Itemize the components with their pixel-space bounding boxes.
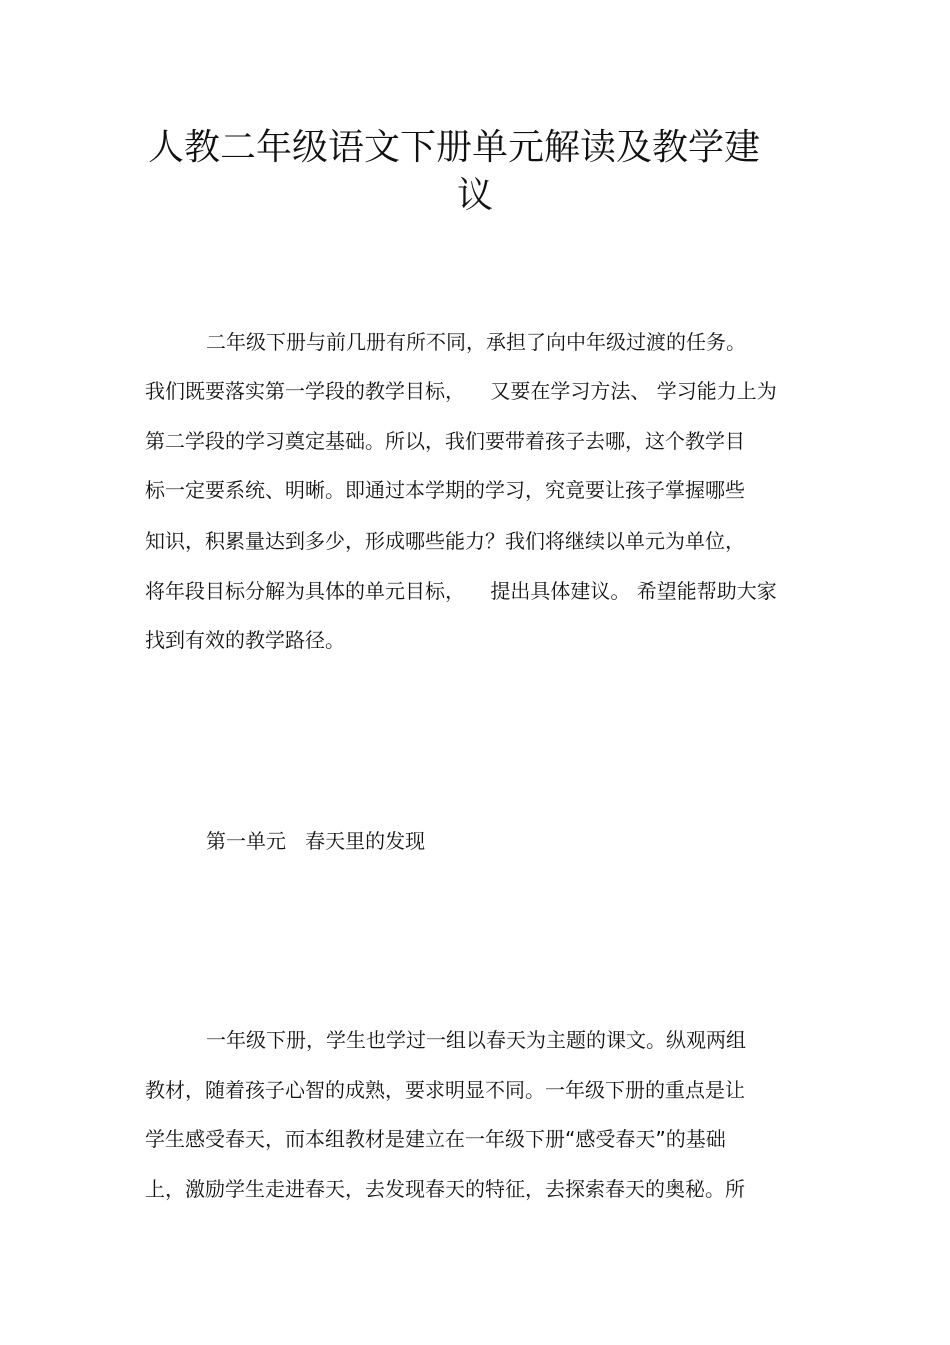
intro-paragraph-line: 我们既要落实第一学段的教学目标， 又要在学习方法、 学习能力上为: [145, 379, 777, 403]
intro-paragraph-line: 找到有效的教学路径。: [145, 628, 345, 652]
document-title-line-1: 人教二年级语文下册单元解读及教学建: [148, 127, 761, 168]
unit1-paragraph-line: 一年级下册，学生也学过一组以春天为主题的课文。纵观两组: [206, 1028, 746, 1052]
intro-paragraph-line: 知识，积累量达到多少，形成哪些能力？我们将继续以单元为单位，: [145, 529, 745, 553]
document-title-line-2: 议: [457, 175, 494, 216]
section-heading: 第一单元 春天里的发现: [206, 829, 426, 853]
intro-paragraph-line: 第二学段的学习奠定基础。所以，我们要带着孩子去哪，这个教学目: [145, 429, 745, 453]
intro-paragraph-line: 标一定要系统、明晰。即通过本学期的学习，究竟要让孩子掌握哪些: [145, 478, 745, 502]
intro-paragraph-line: 二年级下册与前几册有所不同，承担了向中年级过渡的任务。: [206, 330, 746, 354]
unit1-paragraph-line: 上，激励学生走进春天，去发现春天的特征，去探索春天的奥秘。所: [145, 1177, 745, 1201]
unit1-paragraph-line: 学生感受春天，而本组教材是建立在一年级下册“感受春天”的基础: [145, 1127, 726, 1151]
intro-paragraph-line: 将年段目标分解为具体的单元目标， 提出具体建议。 希望能帮助大家: [145, 579, 777, 603]
unit1-paragraph-line: 教材，随着孩子心智的成熟，要求明显不同。一年级下册的重点是让: [145, 1078, 745, 1102]
